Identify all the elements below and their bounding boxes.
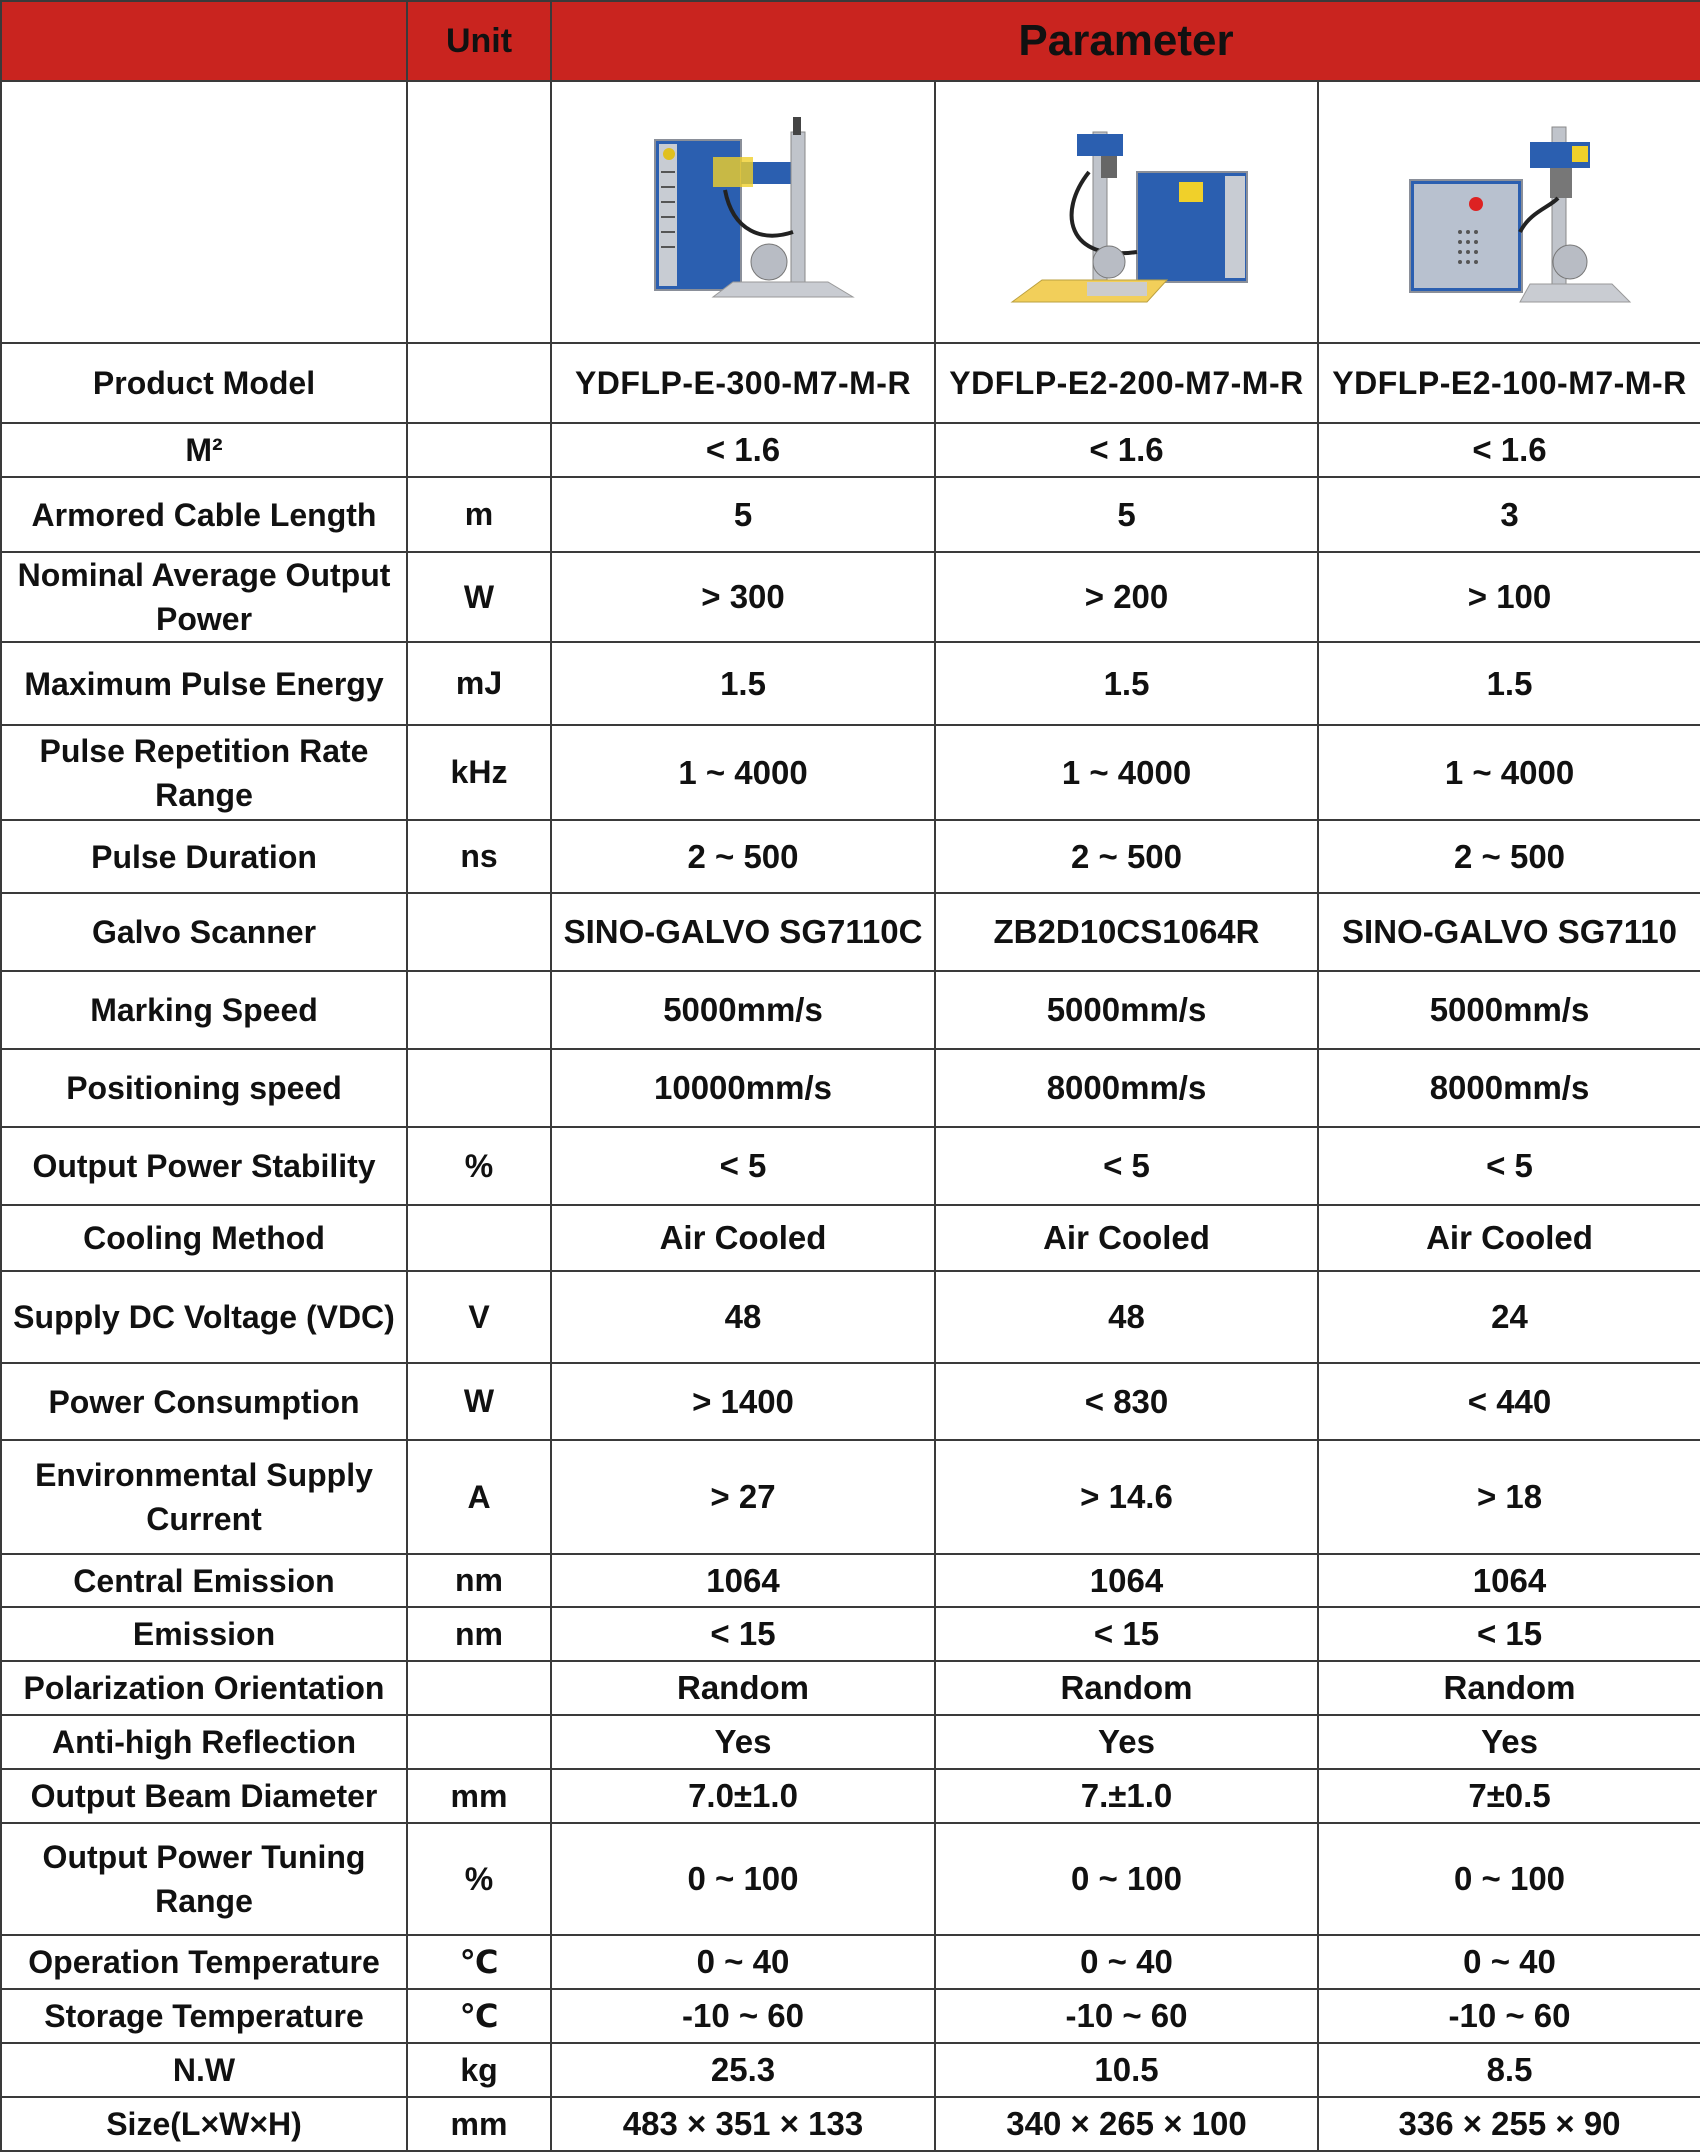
product-image-3 bbox=[1318, 81, 1700, 343]
row-value-3: > 100 bbox=[1318, 552, 1700, 642]
row-value-3: < 15 bbox=[1318, 1607, 1700, 1661]
row-label: Output Power Stability bbox=[1, 1127, 407, 1205]
row-value-3: 2 ~ 500 bbox=[1318, 820, 1700, 893]
row-unit: ℃ bbox=[407, 1935, 551, 1989]
row-value-2: 10.5 bbox=[935, 2043, 1318, 2097]
row-label: Polarization Orientation bbox=[1, 1661, 407, 1715]
header-row bbox=[1, 1, 1700, 81]
row-unit bbox=[407, 1661, 551, 1715]
row-value-3: 24 bbox=[1318, 1271, 1700, 1363]
row-value-3: 336 × 255 × 90 bbox=[1318, 2097, 1700, 2151]
row-value-2: Air Cooled bbox=[935, 1205, 1318, 1271]
row-value-2: < 1.6 bbox=[935, 423, 1318, 477]
row-value-1: > 27 bbox=[551, 1440, 935, 1554]
row-label: Power Consumption bbox=[1, 1363, 407, 1440]
row-unit: A bbox=[407, 1440, 551, 1554]
row-label: M² bbox=[1, 423, 407, 477]
row-value-2: > 200 bbox=[935, 552, 1318, 642]
row-value-2: 1064 bbox=[935, 1554, 1318, 1607]
row-value-2: -10 ~ 60 bbox=[935, 1989, 1318, 2043]
row-unit bbox=[407, 1049, 551, 1127]
row-unit bbox=[407, 971, 551, 1049]
table-row bbox=[1, 1049, 1700, 1127]
table-row bbox=[1, 343, 1700, 423]
table-row bbox=[1, 1935, 1700, 1989]
fiber-laser-marker-300w-icon bbox=[613, 112, 873, 312]
row-label: Product Model bbox=[1, 343, 407, 423]
row-label: Supply DC Voltage (VDC) bbox=[1, 1271, 407, 1363]
row-value-1: > 300 bbox=[551, 552, 935, 642]
header-parameter: Parameter bbox=[551, 1, 1700, 81]
row-label: Positioning speed bbox=[1, 1049, 407, 1127]
row-unit: mJ bbox=[407, 642, 551, 725]
row-value-2: 340 × 265 × 100 bbox=[935, 2097, 1318, 2151]
row-value-3: SINO-GALVO SG7110 bbox=[1318, 893, 1700, 971]
table-row bbox=[1, 423, 1700, 477]
header-unit: Unit bbox=[407, 1, 551, 81]
row-value-1: -10 ~ 60 bbox=[551, 1989, 935, 2043]
row-value-3: 8000mm/s bbox=[1318, 1049, 1700, 1127]
table-row bbox=[1, 477, 1700, 552]
row-value-2: ZB2D10CS1064R bbox=[935, 893, 1318, 971]
table-row bbox=[1, 1127, 1700, 1205]
row-value-2: Yes bbox=[935, 1715, 1318, 1769]
row-value-1: YDFLP-E-300-M7-M-R bbox=[551, 343, 935, 423]
row-value-1: 0 ~ 40 bbox=[551, 1935, 935, 1989]
row-value-2: 5000mm/s bbox=[935, 971, 1318, 1049]
row-unit: kHz bbox=[407, 725, 551, 820]
row-value-3: 7±0.5 bbox=[1318, 1769, 1700, 1823]
table-row bbox=[1, 1715, 1700, 1769]
row-value-1: 5000mm/s bbox=[551, 971, 935, 1049]
table-row bbox=[1, 1769, 1700, 1823]
table-row bbox=[1, 1440, 1700, 1554]
table-row bbox=[1, 642, 1700, 725]
row-value-3: Random bbox=[1318, 1661, 1700, 1715]
row-value-3: 1 ~ 4000 bbox=[1318, 725, 1700, 820]
row-value-1: Air Cooled bbox=[551, 1205, 935, 1271]
row-label: Marking Speed bbox=[1, 971, 407, 1049]
image-row-unit-blank bbox=[407, 81, 551, 343]
row-unit: nm bbox=[407, 1607, 551, 1661]
row-label: Pulse Repetition Rate Range bbox=[1, 725, 407, 820]
fiber-laser-marker-100w-icon bbox=[1380, 112, 1640, 312]
table-row bbox=[1, 1607, 1700, 1661]
row-label: Output Beam Diameter bbox=[1, 1769, 407, 1823]
row-value-3: 0 ~ 40 bbox=[1318, 1935, 1700, 1989]
row-value-3: -10 ~ 60 bbox=[1318, 1989, 1700, 2043]
row-unit bbox=[407, 1715, 551, 1769]
row-value-2: 48 bbox=[935, 1271, 1318, 1363]
row-label: Maximum Pulse Energy bbox=[1, 642, 407, 725]
row-unit: kg bbox=[407, 2043, 551, 2097]
row-unit: m bbox=[407, 477, 551, 552]
row-value-1: < 1.6 bbox=[551, 423, 935, 477]
row-value-2: 1.5 bbox=[935, 642, 1318, 725]
table-row bbox=[1, 971, 1700, 1049]
row-value-1: 1.5 bbox=[551, 642, 935, 725]
product-image-2 bbox=[935, 81, 1318, 343]
table-row bbox=[1, 893, 1700, 971]
row-unit bbox=[407, 893, 551, 971]
table-row bbox=[1, 1661, 1700, 1715]
row-value-2: 0 ~ 40 bbox=[935, 1935, 1318, 1989]
row-value-2: < 15 bbox=[935, 1607, 1318, 1661]
table-row bbox=[1, 1271, 1700, 1363]
row-label: Environmental Supply Current bbox=[1, 1440, 407, 1554]
row-value-2: 8000mm/s bbox=[935, 1049, 1318, 1127]
table-row bbox=[1, 1363, 1700, 1440]
row-unit: mm bbox=[407, 2097, 551, 2151]
row-unit: ns bbox=[407, 820, 551, 893]
row-value-1: 5 bbox=[551, 477, 935, 552]
row-label: Operation Temperature bbox=[1, 1935, 407, 1989]
table-row bbox=[1, 1554, 1700, 1607]
row-value-2: 1 ~ 4000 bbox=[935, 725, 1318, 820]
row-label: Armored Cable Length bbox=[1, 477, 407, 552]
row-value-2: YDFLP-E2-200-M7-M-R bbox=[935, 343, 1318, 423]
table-row bbox=[1, 2043, 1700, 2097]
row-value-1: 48 bbox=[551, 1271, 935, 1363]
row-value-1: 483 × 351 × 133 bbox=[551, 2097, 935, 2151]
row-value-1: 7.0±1.0 bbox=[551, 1769, 935, 1823]
row-value-2: 7.±1.0 bbox=[935, 1769, 1318, 1823]
row-label: Cooling Method bbox=[1, 1205, 407, 1271]
row-value-1: 2 ~ 500 bbox=[551, 820, 935, 893]
row-label: Size(L×W×H) bbox=[1, 2097, 407, 2151]
row-value-1: SINO-GALVO SG7110C bbox=[551, 893, 935, 971]
row-value-3: 1064 bbox=[1318, 1554, 1700, 1607]
row-value-2: Random bbox=[935, 1661, 1318, 1715]
row-value-2: > 14.6 bbox=[935, 1440, 1318, 1554]
row-unit: ℃ bbox=[407, 1989, 551, 2043]
row-value-1: 10000mm/s bbox=[551, 1049, 935, 1127]
row-label: Storage Temperature bbox=[1, 1989, 407, 2043]
row-value-2: 0 ~ 100 bbox=[935, 1823, 1318, 1935]
row-value-2: 5 bbox=[935, 477, 1318, 552]
row-value-1: Yes bbox=[551, 1715, 935, 1769]
row-value-3: Air Cooled bbox=[1318, 1205, 1700, 1271]
header-blank bbox=[1, 1, 407, 81]
row-label: Galvo Scanner bbox=[1, 893, 407, 971]
row-unit: W bbox=[407, 552, 551, 642]
row-label: Output Power Tuning Range bbox=[1, 1823, 407, 1935]
row-unit bbox=[407, 343, 551, 423]
row-label: Emission bbox=[1, 1607, 407, 1661]
row-unit bbox=[407, 423, 551, 477]
row-label: Nominal Average Output Power bbox=[1, 552, 407, 642]
table-row bbox=[1, 1823, 1700, 1935]
row-value-3: < 5 bbox=[1318, 1127, 1700, 1205]
row-value-3: 5000mm/s bbox=[1318, 971, 1700, 1049]
image-row bbox=[1, 81, 1700, 343]
row-value-3: < 440 bbox=[1318, 1363, 1700, 1440]
row-label: Central Emission bbox=[1, 1554, 407, 1607]
table-row bbox=[1, 725, 1700, 820]
row-unit: nm bbox=[407, 1554, 551, 1607]
row-label: Anti-high Reflection bbox=[1, 1715, 407, 1769]
row-value-3: 1.5 bbox=[1318, 642, 1700, 725]
row-value-3: YDFLP-E2-100-M7-M-R bbox=[1318, 343, 1700, 423]
row-unit: mm bbox=[407, 1769, 551, 1823]
row-value-2: < 5 bbox=[935, 1127, 1318, 1205]
row-value-3: Yes bbox=[1318, 1715, 1700, 1769]
row-value-1: 1 ~ 4000 bbox=[551, 725, 935, 820]
row-value-1: < 5 bbox=[551, 1127, 935, 1205]
table-row bbox=[1, 820, 1700, 893]
image-row-blank bbox=[1, 81, 407, 343]
row-label: Pulse Duration bbox=[1, 820, 407, 893]
row-value-1: 1064 bbox=[551, 1554, 935, 1607]
row-value-1: Random bbox=[551, 1661, 935, 1715]
row-value-3: 0 ~ 100 bbox=[1318, 1823, 1700, 1935]
row-value-3: 8.5 bbox=[1318, 2043, 1700, 2097]
row-unit: V bbox=[407, 1271, 551, 1363]
row-unit: W bbox=[407, 1363, 551, 1440]
row-unit: % bbox=[407, 1127, 551, 1205]
row-unit bbox=[407, 1205, 551, 1271]
product-image-1 bbox=[551, 81, 935, 343]
row-unit: % bbox=[407, 1823, 551, 1935]
row-value-1: 25.3 bbox=[551, 2043, 935, 2097]
row-value-3: > 18 bbox=[1318, 1440, 1700, 1554]
row-value-1: < 15 bbox=[551, 1607, 935, 1661]
table-row bbox=[1, 552, 1700, 642]
table-row bbox=[1, 1989, 1700, 2043]
row-label: N.W bbox=[1, 2043, 407, 2097]
row-value-1: > 1400 bbox=[551, 1363, 935, 1440]
row-value-2: < 830 bbox=[935, 1363, 1318, 1440]
table-row bbox=[1, 1205, 1700, 1271]
row-value-1: 0 ~ 100 bbox=[551, 1823, 935, 1935]
row-value-3: < 1.6 bbox=[1318, 423, 1700, 477]
fiber-laser-marker-200w-icon bbox=[997, 112, 1257, 312]
row-value-2: 2 ~ 500 bbox=[935, 820, 1318, 893]
table-row bbox=[1, 2097, 1700, 2151]
row-value-3: 3 bbox=[1318, 477, 1700, 552]
